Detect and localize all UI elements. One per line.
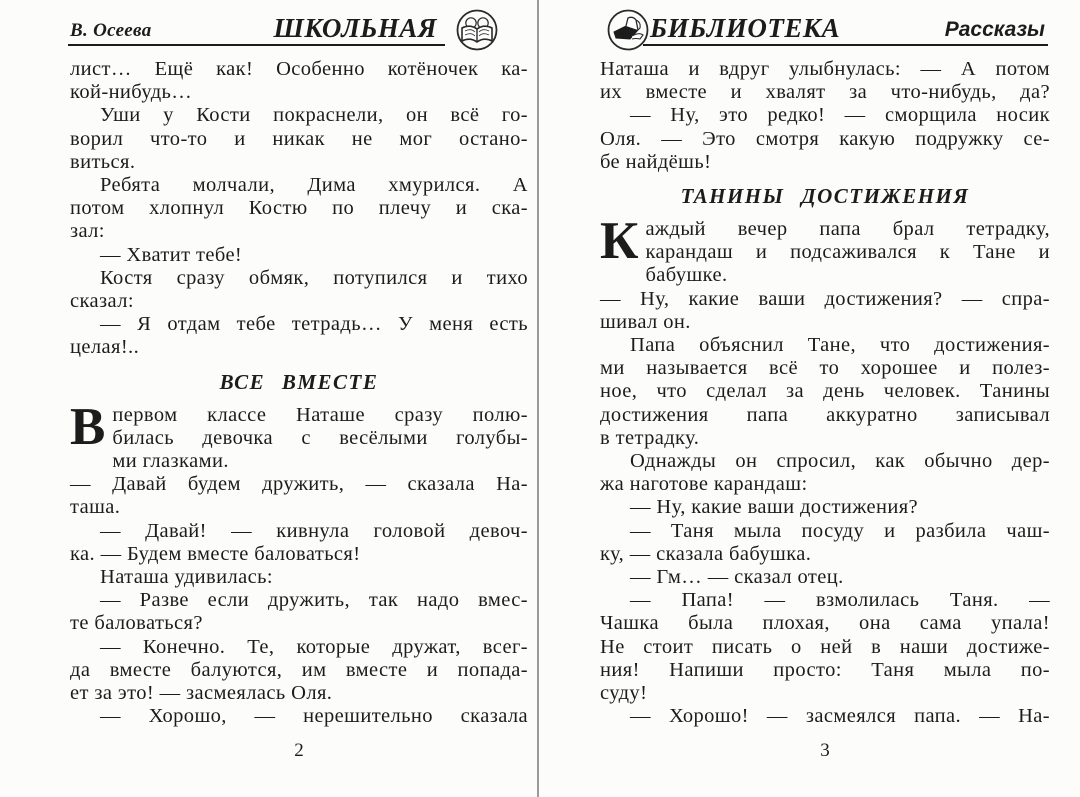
text-line: сказал:	[70, 290, 134, 313]
page-right	[600, 14, 1050, 789]
text-line: потом хлопнул Костю по плечу и ска-	[70, 197, 528, 220]
text-line: — Конечно. Те, которые дружат, всег-	[100, 635, 528, 658]
text-line: виться.	[70, 150, 136, 173]
text-line: жа наготове карандаш:	[600, 473, 808, 496]
paragraph	[600, 288, 1050, 334]
text-line: те баловаться?	[70, 612, 203, 635]
text-line: ния! Напиши просто: Таня мыла по-	[600, 658, 1050, 681]
text-line: — Я отдам тебе тетрадь… У меня есть	[100, 313, 528, 336]
text-line: ка. — Будем вместе баловаться!	[70, 542, 361, 565]
series-title-left: ШКОЛЬНАЯ	[273, 13, 437, 43]
paragraph	[70, 566, 528, 589]
text-line: — Ну, это редко! — сморщила носик	[630, 104, 1050, 127]
text-line: таша.	[70, 496, 121, 519]
text-line: бе найдёшь!	[600, 150, 712, 173]
text-line: — Разве если дружить, так надо вмес-	[100, 589, 528, 612]
paragraph	[600, 104, 1050, 174]
text-line: — Хорошо, — нерешительно сказала	[100, 705, 528, 728]
text-line: — Гм… — сказал отец.	[630, 566, 844, 589]
text-line: достижения папа аккуратно записывал	[600, 403, 1050, 426]
text-line: Оля. — Это смотря какую подружку се-	[600, 127, 1050, 150]
page-left	[70, 14, 528, 789]
series-title-right: БИБЛИОТЕКА	[650, 13, 841, 43]
header-rule	[68, 44, 445, 47]
text-line: лист… Ещё как! Особенно котёночек ка-	[70, 58, 528, 80]
right-page-text	[600, 58, 1050, 728]
right-running-header	[600, 14, 1050, 46]
paragraph	[70, 705, 528, 728]
text-line: — Папа! — взмолилась Таня. —	[630, 589, 1050, 612]
paragraph	[70, 397, 528, 474]
page-number-right: 3	[820, 740, 830, 761]
story-title: ТАНИНЫ ДОСТИЖЕНИЯ	[680, 184, 970, 209]
paragraph	[600, 520, 1050, 566]
header-rule	[643, 44, 1048, 47]
text-line: целая!..	[70, 336, 140, 359]
drop-cap: В	[70, 397, 106, 456]
paragraph	[70, 267, 528, 313]
paragraph	[600, 705, 1050, 728]
drop-cap: К	[600, 212, 639, 271]
text-line: кой-нибудь…	[70, 81, 193, 104]
text-line: Костя сразу обмяк, потупился и тихо	[100, 266, 528, 289]
text-line: билась девочка с весёлыми голубы-	[112, 426, 528, 449]
text-line: ми называется всё то хорошее и полез-	[600, 357, 1050, 380]
text-line: да вместе балуются, им вместе и попада-	[70, 658, 528, 681]
story-title: ВСЕ ВМЕСТЕ	[219, 369, 379, 394]
paragraph	[70, 473, 528, 519]
text-line: ет за это! — засмеялась Оля.	[70, 682, 333, 705]
paragraph	[70, 313, 528, 359]
paragraph	[70, 174, 528, 244]
text-line: — Давай! — кивнула головой девоч-	[100, 519, 528, 542]
paragraph	[600, 589, 1050, 705]
page-gutter-line	[537, 0, 539, 797]
text-line: первом классе Наташе сразу полю-	[112, 403, 528, 426]
genre-label: Рассказы	[944, 18, 1045, 41]
text-line: в тетрадку.	[600, 426, 700, 449]
paragraph	[600, 450, 1050, 496]
text-line: — Давай будем дружить, — сказала На-	[70, 473, 528, 496]
children-reading-book-icon	[455, 8, 499, 52]
text-line: — Ну, какие ваши достижения?	[630, 496, 919, 519]
text-line: — Ну, какие ваши достижения? — спра-	[600, 287, 1050, 310]
paragraph	[70, 244, 528, 267]
text-line: их вместе и хвалят за что-нибудь, да?	[600, 81, 1050, 104]
paragraph	[600, 496, 1050, 519]
text-line: Однажды он спросил, как обычно дер-	[630, 450, 1050, 473]
text-line: Папа объяснил Тане, что достижения-	[630, 334, 1050, 357]
text-line: — Таня мыла посуду и разбила чаш-	[630, 519, 1050, 542]
text-line: Наташа и вдруг улыбнулась: — А потом	[600, 58, 1050, 80]
paragraph	[70, 636, 528, 706]
text-line: — Хорошо! — засмеялся папа. — На-	[630, 705, 1050, 728]
text-line: бабушке.	[645, 264, 728, 287]
text-line: зал:	[70, 220, 105, 243]
paragraph	[70, 589, 528, 635]
text-line: ми глазками.	[112, 450, 229, 473]
left-running-header	[70, 14, 528, 46]
text-line: Чашка была плохая, она сама упала!	[600, 612, 1050, 635]
text-line: — Хватит тебе!	[100, 243, 243, 266]
text-line: ку, — сказала бабушка.	[600, 542, 812, 565]
paragraph	[600, 58, 1050, 104]
paragraph	[70, 104, 528, 174]
paragraph	[600, 334, 1050, 450]
text-line: суду!	[600, 682, 648, 705]
paragraph	[70, 520, 528, 566]
text-line: Не стоит писать о ней в наши достиже-	[600, 635, 1050, 658]
text-line: Ребята молчали, Дима хмурился. А	[100, 174, 528, 197]
paragraph	[70, 58, 528, 104]
text-line: Уши у Кости покраснели, он всё го-	[100, 104, 528, 127]
author-name: В. Осеева	[70, 20, 152, 41]
text-line: ное, что сделал за день человек. Танины	[600, 380, 1050, 403]
text-line: аждый вечер папа брал тетрадку,	[645, 218, 1050, 241]
paragraph	[600, 566, 1050, 589]
left-page-text	[70, 58, 528, 728]
text-line: карандаш и подсаживался к Тане и	[645, 241, 1050, 264]
text-line: Наташа удивилась:	[100, 566, 273, 589]
paragraph	[600, 212, 1050, 288]
text-line: шивал он.	[600, 310, 691, 333]
text-line: ворил что-то и никак не мог остано-	[70, 127, 528, 150]
page-number-left: 2	[294, 740, 304, 761]
